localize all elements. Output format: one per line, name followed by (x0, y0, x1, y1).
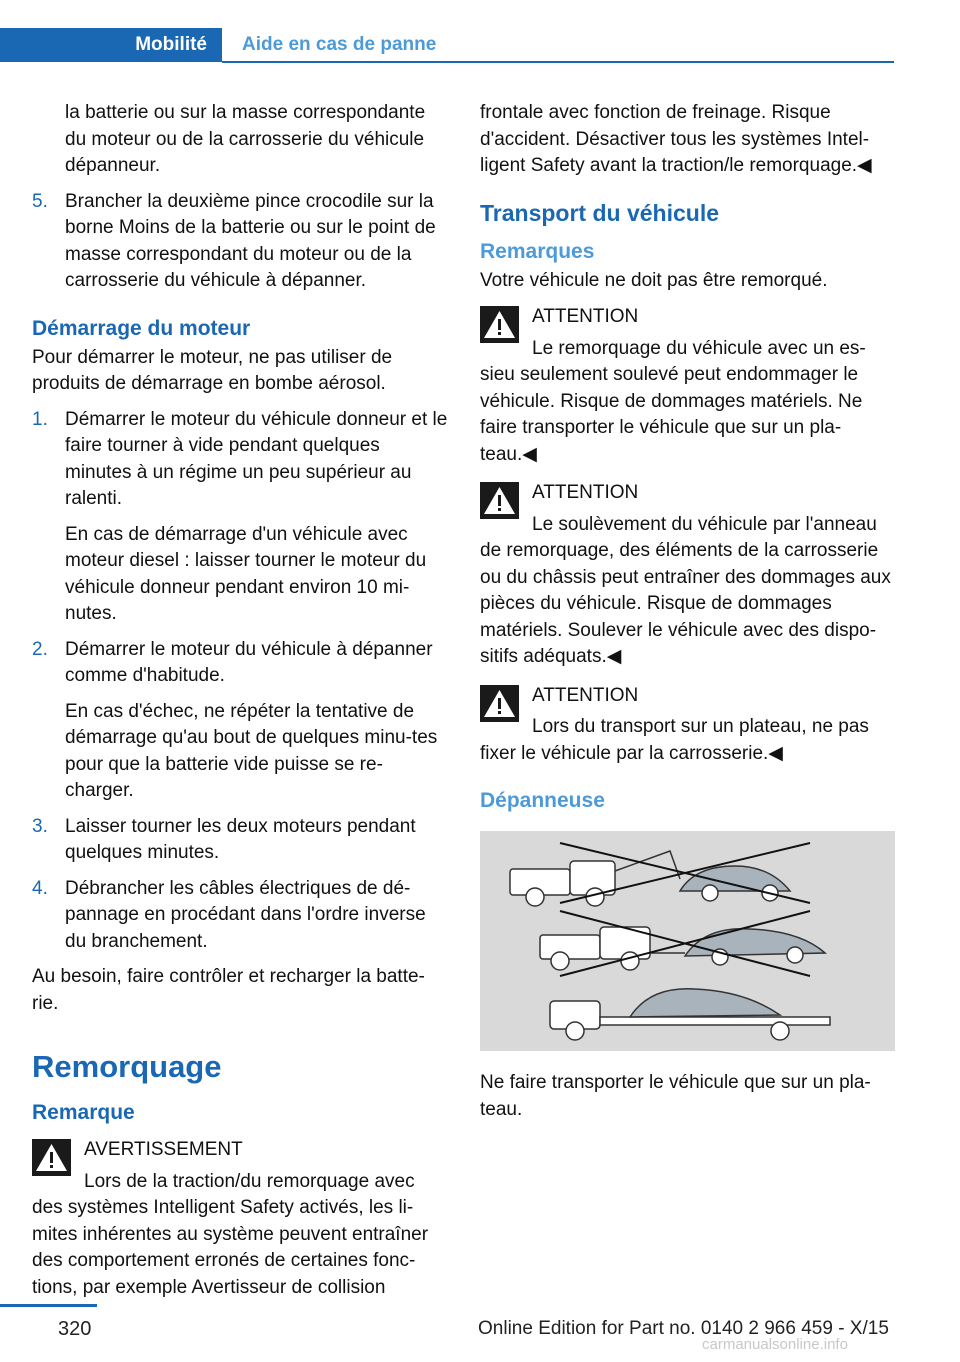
step-text: Démarrer le moteur du véhicule à dépanner comme d'habitude. (65, 638, 433, 686)
list-item (32, 189, 450, 295)
warning-block (32, 1137, 450, 1301)
edition-text: Online Edition for Part no. 0140 2 966 459 - X/15 (478, 1318, 889, 1339)
warning-triangle-icon (480, 482, 519, 519)
warning-block (480, 683, 895, 768)
step-number: 5. (32, 190, 48, 212)
demarrage-intro: Pour démarrer le moteur, ne pas utiliser de produits de démarrage en bombe aérosol. (32, 346, 393, 394)
warning-title: ATTENTION (532, 482, 639, 503)
step-extra: En cas de démarrage d'un véhicule avec moteur diesel : laisser tourner le moteur du véhicule donneur pendant environ 10 mi‐nutes. (65, 523, 427, 624)
warning-body: Le remorquage du véhicule avec un es‐sieu seulement soulevé peut endommager le véhicule. Risque de dommages matériels. Ne faire transporter le véhicule que sur un pla‐teau.◀ (480, 337, 866, 465)
step-number: 1. (32, 408, 48, 430)
watermark: carmanualsonline.info (702, 1336, 848, 1353)
section-heading-depanneuse: Dépanneuse (480, 789, 605, 812)
warning-title: ATTENTION (532, 306, 639, 327)
besoin-paragraph: Au besoin, faire contrôler et recharger la batte‐rie. (32, 966, 425, 1014)
section-tab[interactable]: Mobilité (0, 28, 222, 62)
tow-truck-illustration (480, 831, 895, 1051)
jumpstart-steps-end (32, 189, 450, 295)
step-text: Débrancher les câbles électriques de dé‐pannage en procédant dans l'ordre inverse du branchement. (65, 877, 426, 952)
warning-block (480, 480, 895, 671)
step-number: 4. (32, 877, 48, 899)
demarrage-steps (32, 407, 450, 956)
section-heading-transport: Transport du véhicule (480, 199, 719, 226)
step-text: Brancher la deuxième pince crocodile sur la borne Moins de la batterie ou sur le point de masse correspondant du moteur ou de la carrosserie du véhicule à dépanner. (65, 190, 436, 291)
section-heading-demarrage: Démarrage du moteur (32, 316, 251, 340)
section-heading-remarque: Remarque (32, 1101, 135, 1124)
breadcrumb[interactable]: Aide en cas de panne (242, 34, 437, 55)
warning-block (480, 304, 895, 468)
step-text: Démarrer le moteur du véhicule donneur et le faire tourner à vide pendant quelques minutes à un régime un peu supérieur au ralenti. (65, 408, 448, 509)
continued-paragraph: la batterie ou sur la masse correspondante du moteur ou de la carrosserie du véhicule dépanneur. (65, 102, 426, 176)
right-column (480, 100, 895, 1132)
figure-caption: Ne faire transporter le véhicule que sur un pla‐teau. (480, 1072, 871, 1120)
list-item (32, 876, 450, 956)
warning-body: Lors de la traction/du remorquage avec des systèmes Intelligent Safety activés, les li‐mites inhérentes au système peuvent entraîner des comportement erronés de certaines fonc‐tions, par exemple Avertisseur de collision (32, 1170, 429, 1298)
chapter-title: Remorquage (32, 1049, 222, 1084)
warning-title: ATTENTION (532, 684, 639, 706)
header-rule (222, 61, 894, 63)
list-item (32, 637, 450, 805)
footer-rule (0, 1304, 97, 1307)
warning-title: AVERTISSEMENT (84, 1139, 243, 1160)
step-number: 2. (32, 638, 48, 660)
remarques-text: Votre véhicule ne doit pas être remorqué. (480, 269, 828, 291)
step-number: 3. (32, 815, 48, 837)
left-column (32, 100, 450, 1313)
list-item (32, 407, 450, 628)
warning-body: Lors du transport sur un plateau, ne pas fixer le véhicule par la carrosserie.◀ (480, 716, 869, 764)
continued-paragraph: frontale avec fonction de freinage. Risque d'accident. Désactiver tous les systèmes Intel‐ligent Safety avant la traction/le remorquage.◀ (480, 102, 872, 176)
list-item (32, 814, 450, 867)
warning-triangle-icon (32, 1139, 71, 1176)
warning-body: Le soulèvement du véhicule par l'anneau de remorquage, des éléments de la carrosserie ou du châssis peut entraîner des dommages aux pièces du véhicule. Risque de dommages matériels. Soulever le véhicule avec des dispo‐sitifs adéquats.◀ (480, 513, 891, 667)
warning-triangle-icon (480, 685, 519, 722)
section-heading-remarques: Remarques (480, 239, 595, 263)
warning-triangle-icon (480, 306, 519, 343)
step-text: Laisser tourner les deux moteurs pendant quelques minutes. (65, 815, 416, 863)
step-extra: En cas d'échec, ne répéter la tentative de démarrage qu'au bout de quelques minu‐tes pour que la batterie vide puisse se re‐charger. (65, 700, 438, 801)
page-number: 320 (58, 1318, 92, 1340)
